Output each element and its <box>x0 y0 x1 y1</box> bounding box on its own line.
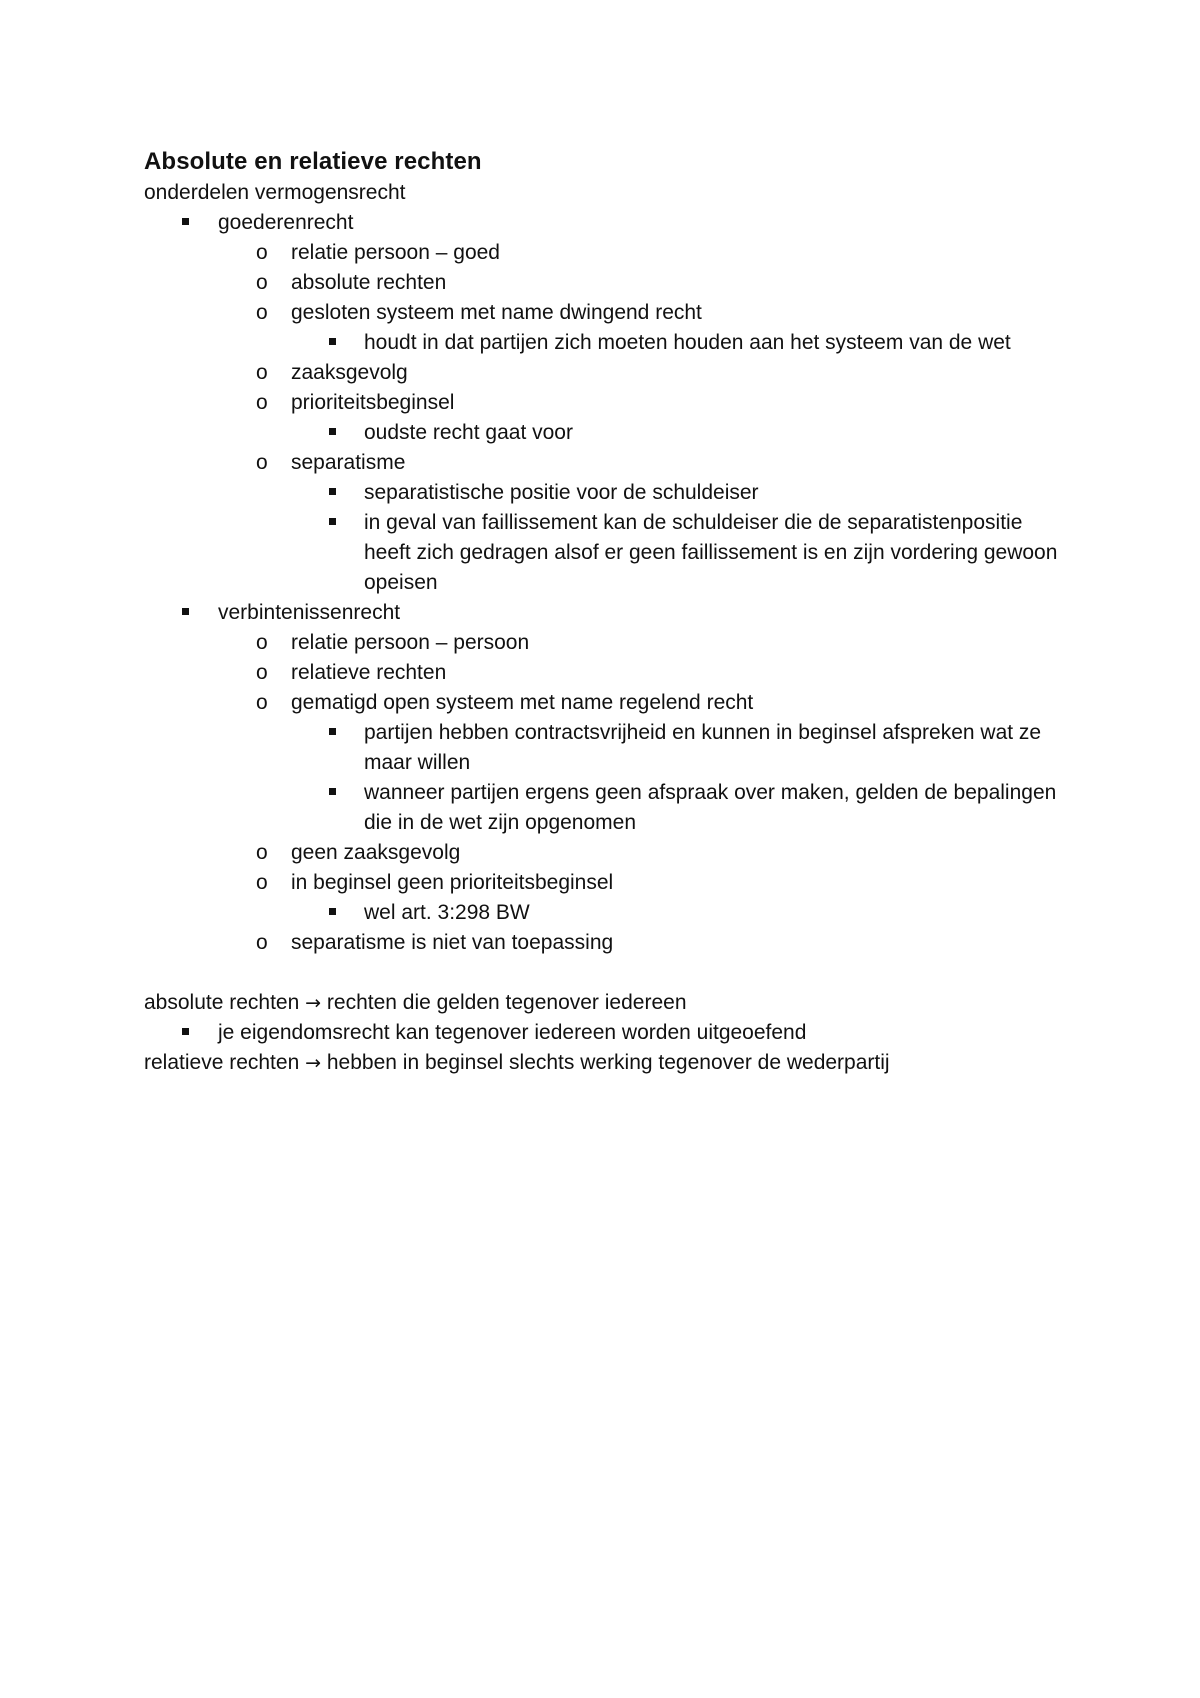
definition-absolute <box>144 988 1074 1018</box>
list-item <box>144 448 1074 478</box>
circle-bullet-icon: o <box>256 841 268 864</box>
square-bullet-icon <box>329 898 336 928</box>
list-item <box>144 838 1074 868</box>
circle-bullet-icon: o <box>256 301 268 324</box>
circle-bullet-icon: o <box>256 661 268 684</box>
circle-bullet-icon: o <box>256 871 268 894</box>
sub-list-item <box>144 418 1074 448</box>
circle-bullet-icon: o <box>256 241 268 264</box>
list-item <box>144 238 1074 268</box>
circle-bullet-icon: o <box>256 631 268 654</box>
circle-bullet-icon: o <box>256 361 268 384</box>
list-item-text: gesloten systeem met name dwingend recht <box>291 301 702 324</box>
circle-bullet-icon: o <box>256 691 268 714</box>
square-bullet-icon <box>182 598 189 628</box>
section-subtitle: onderdelen vermogensrecht <box>144 181 406 204</box>
list-item-text: in beginsel geen prioriteitsbeginsel <box>291 871 614 894</box>
list-item-text: zaaksgevolg <box>291 361 408 384</box>
circle-bullet-icon: o <box>256 391 268 414</box>
square-bullet-icon <box>329 718 336 748</box>
square-bullet-icon <box>329 418 336 448</box>
document-content <box>144 146 1074 1078</box>
list-item <box>144 658 1074 688</box>
list-item-goederenrecht <box>144 208 1074 238</box>
list-item-text: oudste recht gaat voor <box>364 421 573 444</box>
square-bullet-icon <box>182 1018 189 1048</box>
list-item-text: gematigd open systeem met name regelend recht <box>291 691 754 714</box>
definition-text: hebben in beginsel slechts werking tegenover de wederpartij <box>326 1051 890 1074</box>
square-bullet-icon <box>182 208 189 238</box>
sub-list-item <box>144 778 1074 838</box>
arrow-right-icon: → <box>305 992 322 1014</box>
list-item <box>144 688 1074 718</box>
list-item <box>144 358 1074 388</box>
definition-term: absolute rechten <box>144 991 300 1014</box>
circle-bullet-icon: o <box>256 271 268 294</box>
list-item-text: absolute rechten <box>291 271 447 294</box>
sub-list-item <box>144 478 1074 508</box>
sub-list-item <box>144 718 1074 778</box>
list-item-label: goederenrecht <box>218 211 354 234</box>
circle-bullet-icon: o <box>256 451 268 474</box>
list-item-text: wanneer partijen ergens geen afspraak over maken, gelden de bepalingen die in de wet zijn opgenomen <box>364 781 1057 834</box>
list-item-text: separatisme <box>291 451 406 474</box>
arrow-right-icon: → <box>305 1052 322 1074</box>
list-item <box>144 388 1074 418</box>
list-item <box>144 268 1074 298</box>
list-item-text: je eigendomsrecht kan tegenover iedereen worden uitgeoefend <box>218 1021 807 1044</box>
definition-text: rechten die gelden tegenover iedereen <box>326 991 687 1014</box>
sub-list-item <box>144 328 1074 358</box>
square-bullet-icon <box>329 478 336 508</box>
circle-bullet-icon: o <box>256 931 268 954</box>
list-item-text: geen zaaksgevolg <box>291 841 461 864</box>
paragraph-spacer <box>144 958 1074 988</box>
list-item-text: partijen hebben contractsvrijheid en kunnen in beginsel afspreken wat ze maar willen <box>364 721 1042 774</box>
list-item-text: relatieve rechten <box>291 661 447 684</box>
list-item-text: relatie persoon – goed <box>291 241 500 264</box>
square-bullet-icon <box>329 508 336 538</box>
list-item <box>144 868 1074 898</box>
sub-list-item <box>144 508 1074 598</box>
sub-list-item <box>144 898 1074 928</box>
list-item-text: relatie persoon – persoon <box>291 631 530 654</box>
square-bullet-icon <box>329 778 336 808</box>
definition-term: relatieve rechten <box>144 1051 300 1074</box>
list-item-text: wel art. 3:298 BW <box>364 901 530 924</box>
definition-example <box>144 1018 1074 1048</box>
list-item-verbintenissenrecht <box>144 598 1074 628</box>
document-title: Absolute en relatieve rechten <box>144 148 482 175</box>
list-item <box>144 298 1074 328</box>
list-item-text: separatistische positie voor de schuldeiser <box>364 481 759 504</box>
list-item-text: separatisme is niet van toepassing <box>291 931 614 954</box>
list-item <box>144 628 1074 658</box>
definition-relative <box>144 1048 1074 1078</box>
list-item-text: in geval van faillissement kan de schuldeiser die de separatistenpositie heeft zich gedragen alsof er geen faillissement is en zijn vordering gewoon opeisen <box>364 511 1058 594</box>
list-item <box>144 928 1074 958</box>
square-bullet-icon <box>329 328 336 358</box>
list-item-text: prioriteitsbeginsel <box>291 391 455 414</box>
list-item-text: houdt in dat partijen zich moeten houden aan het systeem van de wet <box>364 331 1011 354</box>
list-item-label: verbintenissenrecht <box>218 601 401 624</box>
